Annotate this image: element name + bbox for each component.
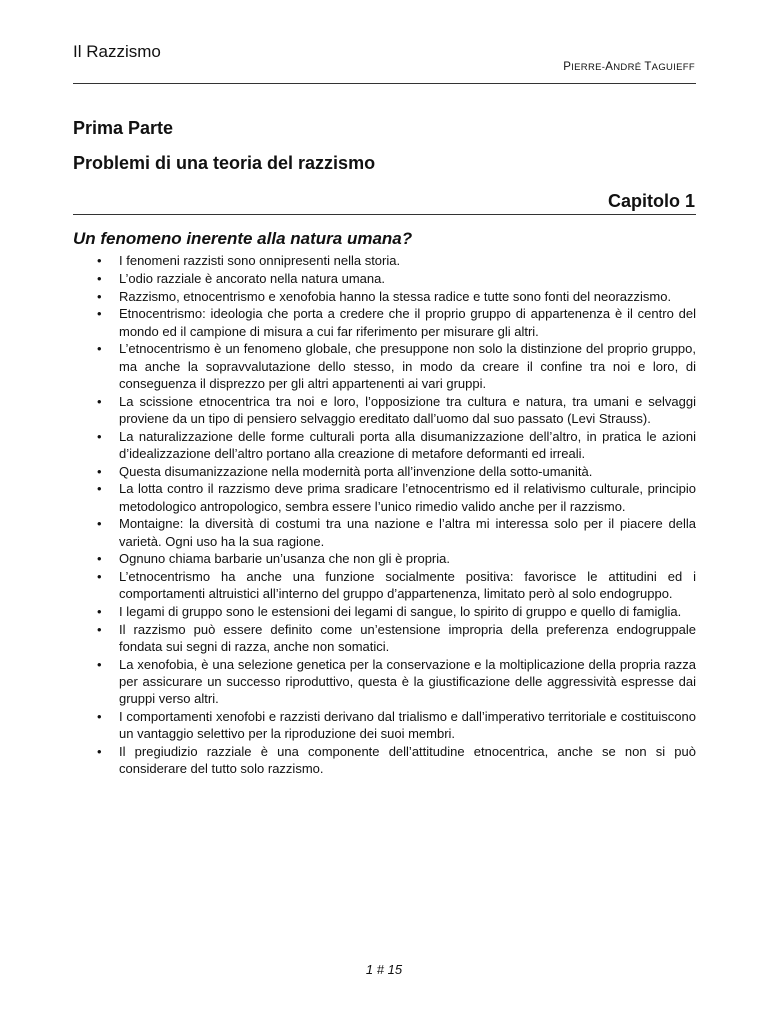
list-item xyxy=(73,603,696,620)
author-name: PIERRE-ANDRÉ TAGUIEFF xyxy=(563,61,695,73)
list-item xyxy=(73,550,696,567)
bullet-icon: • xyxy=(97,569,102,585)
list-item xyxy=(73,621,696,655)
list-item-text: La xenofobia, è una selezione genetica per la conservazione e la moltiplicazione della propria razza per assicurare un successo riproduttivo, questa è la giustificazione delle aggressività espresse dai gruppi verso altri. xyxy=(119,656,696,707)
list-item-text: I fenomeni razzisti sono onnipresenti nella storia. xyxy=(119,253,401,268)
bullet-icon: • xyxy=(97,288,102,304)
document-title: Il Razzismo xyxy=(73,42,161,61)
list-item xyxy=(73,305,696,339)
bullet-icon: • xyxy=(97,253,102,268)
bullet-icon: • xyxy=(97,516,102,532)
list-item xyxy=(73,288,696,305)
list-item xyxy=(73,393,696,427)
bullet-icon: • xyxy=(97,709,102,725)
bullet-icon: • xyxy=(97,463,102,479)
page-number: 1 # 15 xyxy=(365,962,403,977)
part-subtitle: Problemi di una teoria del razzismo xyxy=(73,153,376,173)
list-item-text: I comportamenti xenofobi e razzisti derivano dal trialismo e dall’imperativo territoriale e costituiscono un vantaggio selettivo per la riproduzione dei suoi membri. xyxy=(119,709,696,742)
list-item xyxy=(73,270,696,287)
list-item xyxy=(73,480,696,514)
bullet-icon: • xyxy=(97,393,102,409)
list-item-text: Il razzismo può essere definito come un’estensione impropria della preferenza endogruppale fondata sui segni di razza, anche non somatici. xyxy=(119,621,696,655)
list-item-text: L’etnocentrismo ha anche una funzione socialmente positiva: favorisce le attitudini ed i comportamenti altruistici all’interno del gruppo d’appartenenza, limitato però al solo endogruppo. xyxy=(119,569,696,602)
list-item-text: La lotta contro il razzismo deve prima sradicare l’etnocentrismo ed il relativismo culturale, principio metodologico antropologico, sembra essere l’unico rimedio valido anche per il razzismo. xyxy=(119,481,696,514)
bullet-icon: • xyxy=(97,656,102,672)
list-item xyxy=(73,515,696,549)
list-item xyxy=(73,743,696,777)
bullet-icon: • xyxy=(97,341,102,357)
bullet-icon: • xyxy=(97,621,102,637)
bullet-list xyxy=(73,252,696,778)
list-item xyxy=(73,708,696,742)
list-item-text: Il pregiudizio razziale è una componente dell’attitudine etnocentrica, anche se non si può considerare del tutto solo razzismo. xyxy=(119,744,696,777)
list-item xyxy=(73,252,696,269)
list-item-text: Montaigne: la diversità di costumi tra una nazione e l’altra mi interessa solo per il piacere della varietà. Ogni uso ha la sua ragione. xyxy=(119,516,696,549)
part-heading: Prima Parte xyxy=(73,118,174,138)
bullet-icon: • xyxy=(97,306,102,322)
bullet-icon: • xyxy=(97,428,102,444)
bullet-icon: • xyxy=(97,270,102,286)
list-item xyxy=(73,568,696,602)
list-item xyxy=(73,428,696,462)
list-item-text: Questa disumanizzazione nella modernità porta all’invenzione della sotto-umanità. xyxy=(119,463,593,479)
list-item-text: Etnocentrismo: ideologia che porta a credere che il proprio gruppo di appartenenza è il centro del mondo ed il campione di misura a cui far riferimento per misurare gli altri. xyxy=(119,306,696,339)
chapter-heading: Capitolo 1 xyxy=(607,191,695,211)
list-item-text: La naturalizzazione delle forme culturali porta alla disumanizzazione dell’altro, in pratica le azioni d’idealizzazione dell’altro portano alla creazione di metafore deformanti ed irreali. xyxy=(119,428,696,461)
bullet-icon: • xyxy=(97,551,102,567)
section-title: Un fenomeno inerente alla natura umana? xyxy=(73,229,413,248)
bullet-icon: • xyxy=(97,481,102,497)
header-divider xyxy=(73,83,696,84)
list-item-text: Razzismo, etnocentrismo e xenofobia hanno la stessa radice e tutte sono fonti del neorazzismo. xyxy=(119,288,672,304)
bullet-icon: • xyxy=(97,744,102,760)
list-item xyxy=(73,463,696,480)
chapter-divider xyxy=(73,214,696,215)
list-item-text: L’etnocentrismo è un fenomeno globale, che presuppone non solo la distinzione del proprio gruppo, ma anche la sopravvalutazione dello stesso, in modo da creare il confine tra noi e loro, di conseguenza il disprezzo per gli altri appartenenti ai vari gruppi. xyxy=(119,341,696,391)
list-item xyxy=(73,656,696,708)
bullet-icon: • xyxy=(97,604,102,620)
list-item-text: La scissione etnocentrica tra noi e loro, l’opposizione tra cultura e natura, tra umani e selvaggi proviene da un tipo di pensiero selvaggio ereditato dall’uomo dal suo passato (Levi Strauss). xyxy=(119,393,696,426)
list-item-text: Ognuno chiama barbarie un’usanza che non gli è propria. xyxy=(119,551,450,567)
list-item-text: L’odio razziale è ancorato nella natura umana. xyxy=(119,270,385,286)
list-item xyxy=(73,340,696,392)
list-item-text: I legami di gruppo sono le estensioni dei legami di sangue, lo spirito di gruppo e quello di famiglia. xyxy=(119,604,682,620)
